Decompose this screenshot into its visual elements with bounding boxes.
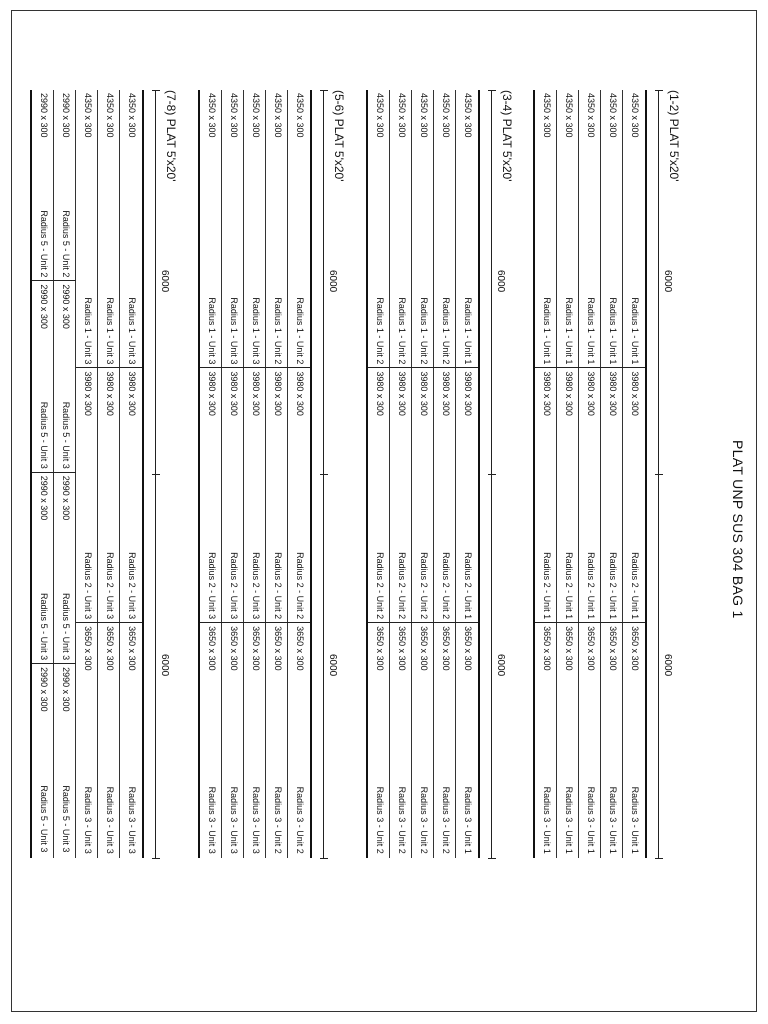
strip-segment — [434, 368, 456, 623]
strip-segment — [368, 368, 390, 623]
segment-size: 4350 x 300 — [441, 93, 451, 138]
plate-panel — [198, 90, 312, 858]
segment-radius: Radius 2 - Unit 2 — [441, 552, 451, 620]
segment-size: 3650 x 300 — [419, 626, 429, 671]
plate-strip-row — [75, 90, 98, 858]
plate-panel — [366, 90, 480, 858]
segment-size: 3650 x 300 — [608, 626, 618, 671]
strip-segment — [456, 368, 478, 623]
segment-radius: Radius 5 - Unit 3 — [39, 401, 49, 469]
strip-segment — [200, 623, 222, 857]
strip-segment — [244, 623, 266, 857]
dimension-tick — [488, 90, 496, 91]
segment-size: 3980 x 300 — [419, 371, 429, 416]
plate-strip-row — [622, 90, 645, 858]
dimension-label-right: 6000 — [327, 654, 338, 677]
dimension-tick — [488, 474, 496, 475]
strip-segment — [390, 623, 412, 857]
strip-segment — [54, 473, 76, 664]
segment-size: 4350 x 300 — [542, 93, 552, 138]
segment-size: 3650 x 300 — [83, 626, 93, 671]
strip-segment — [266, 368, 288, 623]
segment-radius: Radius 3 - Unit 1 — [542, 786, 552, 854]
segment-size: 3980 x 300 — [207, 371, 217, 416]
plate-strip-row — [455, 90, 478, 858]
segment-size: 3650 x 300 — [273, 626, 283, 671]
segment-size: 4350 x 300 — [127, 93, 137, 138]
plate-strip-row — [535, 90, 557, 858]
segment-size: 2990 x 300 — [61, 284, 71, 329]
segment-radius: Radius 1 - Unit 1 — [463, 297, 473, 365]
dimension-label-right: 6000 — [159, 654, 170, 677]
strip-segment — [222, 623, 244, 857]
segment-size: 3980 x 300 — [586, 371, 596, 416]
dimension-label-left: 6000 — [495, 270, 506, 293]
segment-radius: Radius 1 - Unit 1 — [630, 297, 640, 365]
segment-radius: Radius 1 - Unit 2 — [419, 297, 429, 365]
strip-segment — [266, 90, 288, 368]
segment-radius: Radius 3 - Unit 2 — [419, 786, 429, 854]
strip-segment — [535, 623, 557, 857]
segment-size: 3980 x 300 — [608, 371, 618, 416]
strip-segment — [412, 90, 434, 368]
strip-segment — [456, 623, 478, 857]
segment-radius: Radius 5 - Unit 3 — [39, 785, 49, 853]
segment-radius: Radius 5 - Unit 2 — [39, 210, 49, 278]
segment-radius: Radius 3 - Unit 3 — [105, 786, 115, 854]
segment-radius: Radius 1 - Unit 2 — [441, 297, 451, 365]
segment-radius: Radius 2 - Unit 3 — [229, 552, 239, 620]
segment-size: 3980 x 300 — [295, 371, 305, 416]
strip-segment — [200, 368, 222, 623]
strip-segment — [98, 90, 120, 368]
dimension-label-right: 6000 — [662, 654, 673, 677]
strip-segment — [601, 90, 623, 368]
dimension-tick — [320, 90, 328, 91]
segment-size: 3650 x 300 — [251, 626, 261, 671]
strip-segment — [535, 368, 557, 623]
segment-size: 3650 x 300 — [542, 626, 552, 671]
segment-size: 3980 x 300 — [397, 371, 407, 416]
segment-size: 3650 x 300 — [375, 626, 385, 671]
plate-strip-row — [243, 90, 266, 858]
dimension-label-left: 6000 — [662, 270, 673, 293]
segment-size: 4350 x 300 — [564, 93, 574, 138]
segment-radius: Radius 1 - Unit 1 — [586, 297, 596, 365]
segment-radius: Radius 5 - Unit 2 — [61, 210, 71, 278]
segment-size: 3650 x 300 — [127, 626, 137, 671]
strip-segment — [412, 623, 434, 857]
segment-size: 4350 x 300 — [463, 93, 473, 138]
plate-label: (7-8) PLAT 5'x20' — [164, 90, 178, 182]
segment-radius: Radius 1 - Unit 2 — [273, 297, 283, 365]
segment-radius: Radius 1 - Unit 3 — [127, 297, 137, 365]
strip-segment — [54, 281, 76, 472]
plate-label: (1-2) PLAT 5'x20' — [667, 90, 681, 182]
segment-size: 3650 x 300 — [630, 626, 640, 671]
segment-radius: Radius 5 - Unit 3 — [61, 593, 71, 661]
plate-strip-row — [411, 90, 434, 858]
strip-segment — [200, 90, 222, 368]
plate-label: (3-4) PLAT 5'x20' — [500, 90, 514, 182]
segment-size: 2990 x 300 — [39, 93, 49, 138]
strip-segment — [120, 623, 142, 857]
plate-strip-row — [200, 90, 222, 858]
plate-strip-row — [368, 90, 390, 858]
strip-segment — [623, 368, 645, 623]
segment-size: 3650 x 300 — [441, 626, 451, 671]
segment-size: 3980 x 300 — [630, 371, 640, 416]
segment-size: 2990 x 300 — [39, 475, 49, 521]
segment-radius: Radius 3 - Unit 3 — [251, 786, 261, 854]
plate-strip-row — [433, 90, 456, 858]
segment-size: 3650 x 300 — [207, 626, 217, 671]
segment-radius: Radius 2 - Unit 1 — [564, 552, 574, 620]
segment-size: 3650 x 300 — [229, 626, 239, 671]
segment-radius: Radius 2 - Unit 2 — [375, 552, 385, 620]
plate-label: (5-6) PLAT 5'x20' — [332, 90, 346, 182]
dimension-tick — [152, 858, 160, 859]
segment-size: 3980 x 300 — [105, 371, 115, 416]
segment-size: 2990 x 300 — [39, 284, 49, 329]
segment-radius: Radius 1 - Unit 2 — [295, 297, 305, 365]
strip-segment — [32, 90, 54, 281]
segment-size: 2990 x 300 — [61, 667, 71, 712]
segment-size: 3650 x 300 — [105, 626, 115, 671]
segment-size: 4350 x 300 — [419, 93, 429, 138]
segment-size: 2990 x 300 — [61, 93, 71, 138]
strip-segment — [557, 368, 579, 623]
segment-radius: Radius 3 - Unit 2 — [295, 786, 305, 854]
segment-radius: Radius 2 - Unit 1 — [463, 552, 473, 620]
strip-segment — [601, 368, 623, 623]
strip-segment — [579, 90, 601, 368]
strip-segment — [288, 90, 310, 368]
segment-size: 4350 x 300 — [397, 93, 407, 138]
dimension-label-right: 6000 — [495, 654, 506, 677]
segment-radius: Radius 3 - Unit 2 — [397, 786, 407, 854]
strip-segment — [434, 90, 456, 368]
plate-strip-row — [265, 90, 288, 858]
segment-radius: Radius 3 - Unit 3 — [83, 786, 93, 854]
segment-size: 4350 x 300 — [630, 93, 640, 138]
segment-size: 4350 x 300 — [295, 93, 305, 138]
strip-segment — [557, 90, 579, 368]
segment-size: 4350 x 300 — [105, 93, 115, 138]
dimension-tick — [488, 858, 496, 859]
plate-strip-row — [32, 90, 54, 858]
strip-segment — [601, 623, 623, 857]
segment-radius: Radius 1 - Unit 1 — [564, 297, 574, 365]
segment-radius: Radius 2 - Unit 2 — [419, 552, 429, 620]
segment-radius: Radius 1 - Unit 2 — [375, 297, 385, 365]
segment-radius: Radius 5 - Unit 3 — [61, 401, 71, 469]
plate-strip-row — [221, 90, 244, 858]
plate-strip-row — [119, 90, 142, 858]
strip-segment — [244, 368, 266, 623]
strip-segment — [244, 90, 266, 368]
dimension-tick — [320, 474, 328, 475]
segment-radius: Radius 3 - Unit 2 — [273, 786, 283, 854]
strip-segment — [120, 368, 142, 623]
segment-size: 3650 x 300 — [564, 626, 574, 671]
segment-size: 4350 x 300 — [375, 93, 385, 138]
segment-size: 3650 x 300 — [397, 626, 407, 671]
segment-radius: Radius 3 - Unit 3 — [127, 786, 137, 854]
dimension-label-left: 6000 — [159, 270, 170, 293]
segment-radius: Radius 3 - Unit 2 — [375, 786, 385, 854]
segment-size: 2990 x 300 — [39, 667, 49, 712]
plate-panel — [533, 90, 647, 858]
segment-size: 3650 x 300 — [463, 626, 473, 671]
segment-radius: Radius 5 - Unit 3 — [39, 593, 49, 661]
plate-strip-row — [287, 90, 310, 858]
segment-radius: Radius 3 - Unit 2 — [441, 786, 451, 854]
segment-size: 4350 x 300 — [207, 93, 217, 138]
segment-radius: Radius 2 - Unit 1 — [586, 552, 596, 620]
dimension-tick — [655, 474, 663, 475]
strip-segment — [288, 368, 310, 623]
segment-radius: Radius 3 - Unit 1 — [630, 786, 640, 854]
segment-radius: Radius 3 - Unit 3 — [207, 786, 217, 854]
strip-segment — [623, 90, 645, 368]
strip-segment — [54, 664, 76, 855]
segment-size: 3980 x 300 — [83, 371, 93, 416]
segment-size: 3980 x 300 — [229, 371, 239, 416]
strip-segment — [368, 90, 390, 368]
strip-segment — [76, 623, 98, 857]
plate-strip-row — [600, 90, 623, 858]
segment-radius: Radius 1 - Unit 3 — [105, 297, 115, 365]
segment-radius: Radius 2 - Unit 2 — [273, 552, 283, 620]
segment-radius: Radius 1 - Unit 1 — [542, 297, 552, 365]
plate-panel — [30, 90, 144, 858]
strip-segment — [120, 90, 142, 368]
dimension-tick — [152, 474, 160, 475]
segment-size: 3980 x 300 — [542, 371, 552, 416]
strip-segment — [32, 281, 54, 472]
strip-segment — [32, 473, 54, 664]
strip-segment — [368, 623, 390, 857]
plate-strip-row — [97, 90, 120, 858]
dimension-tick — [152, 90, 160, 91]
segment-radius: Radius 2 - Unit 2 — [397, 552, 407, 620]
strip-segment — [535, 90, 557, 368]
strip-segment — [390, 368, 412, 623]
segment-size: 4350 x 300 — [83, 93, 93, 138]
segment-radius: Radius 3 - Unit 1 — [564, 786, 574, 854]
dimension-tick — [655, 858, 663, 859]
strip-segment — [222, 368, 244, 623]
segment-size: 3980 x 300 — [127, 371, 137, 416]
segment-radius: Radius 1 - Unit 3 — [229, 297, 239, 365]
segment-size: 4350 x 300 — [229, 93, 239, 138]
strip-segment — [98, 623, 120, 857]
segment-size: 2990 x 300 — [61, 475, 71, 521]
segment-radius: Radius 3 - Unit 1 — [608, 786, 618, 854]
strip-segment — [579, 368, 601, 623]
strip-segment — [54, 90, 76, 281]
strip-segment — [32, 664, 54, 855]
strip-segment — [98, 368, 120, 623]
segment-size: 3980 x 300 — [273, 371, 283, 416]
segment-radius: Radius 3 - Unit 1 — [463, 786, 473, 854]
segment-radius: Radius 5 - Unit 3 — [61, 785, 71, 853]
segment-radius: Radius 2 - Unit 1 — [542, 552, 552, 620]
segment-size: 3650 x 300 — [586, 626, 596, 671]
drawing-title: PLAT UNP SUS 304 BAG 1 — [730, 440, 746, 619]
strip-segment — [76, 368, 98, 623]
segment-size: 4350 x 300 — [273, 93, 283, 138]
segment-radius: Radius 2 - Unit 3 — [251, 552, 261, 620]
segment-size: 3650 x 300 — [295, 626, 305, 671]
segment-radius: Radius 2 - Unit 3 — [127, 552, 137, 620]
segment-size: 3980 x 300 — [463, 371, 473, 416]
strip-segment — [623, 623, 645, 857]
segment-radius: Radius 2 - Unit 1 — [608, 552, 618, 620]
strip-segment — [390, 90, 412, 368]
segment-size: 3980 x 300 — [251, 371, 261, 416]
segment-radius: Radius 2 - Unit 3 — [83, 552, 93, 620]
segment-radius: Radius 1 - Unit 3 — [83, 297, 93, 365]
segment-radius: Radius 2 - Unit 3 — [207, 552, 217, 620]
strip-segment — [434, 623, 456, 857]
strip-segment — [266, 623, 288, 857]
plate-strip-row — [578, 90, 601, 858]
dimension-tick — [320, 858, 328, 859]
segment-size: 3980 x 300 — [441, 371, 451, 416]
plate-strip-row — [556, 90, 579, 858]
dimension-tick — [655, 90, 663, 91]
segment-size: 3980 x 300 — [564, 371, 574, 416]
strip-segment — [222, 90, 244, 368]
segment-radius: Radius 2 - Unit 1 — [630, 552, 640, 620]
plate-strip-row — [53, 90, 76, 858]
strip-segment — [456, 90, 478, 368]
segment-radius: Radius 2 - Unit 3 — [105, 552, 115, 620]
segment-size: 3980 x 300 — [375, 371, 385, 416]
segment-radius: Radius 1 - Unit 2 — [397, 297, 407, 365]
segment-size: 4350 x 300 — [608, 93, 618, 138]
segment-size: 4350 x 300 — [586, 93, 596, 138]
strip-segment — [579, 623, 601, 857]
segment-radius: Radius 3 - Unit 1 — [586, 786, 596, 854]
strip-segment — [76, 90, 98, 368]
segment-radius: Radius 2 - Unit 2 — [295, 552, 305, 620]
segment-radius: Radius 1 - Unit 3 — [207, 297, 217, 365]
strip-segment — [288, 623, 310, 857]
segment-radius: Radius 1 - Unit 1 — [608, 297, 618, 365]
segment-radius: Radius 3 - Unit 3 — [229, 786, 239, 854]
strip-segment — [412, 368, 434, 623]
dimension-label-left: 6000 — [327, 270, 338, 293]
segment-size: 4350 x 300 — [251, 93, 261, 138]
strip-segment — [557, 623, 579, 857]
segment-radius: Radius 1 - Unit 3 — [251, 297, 261, 365]
plate-strip-row — [389, 90, 412, 858]
